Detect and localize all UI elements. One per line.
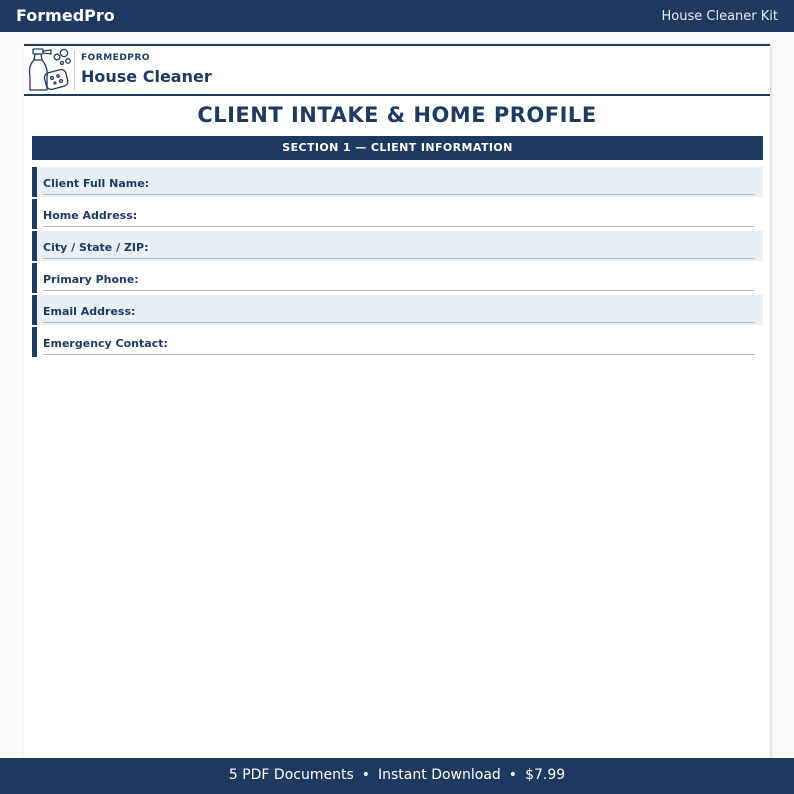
kit-label: House Cleaner Kit [661, 9, 778, 24]
field-primary-phone[interactable] [32, 263, 763, 293]
form-header [24, 46, 770, 96]
footer-bar [0, 758, 794, 794]
logo-divider [74, 50, 75, 90]
client-info-fields [32, 167, 763, 359]
field-input-line[interactable] [43, 194, 755, 195]
field-label: City / State / ZIP: [43, 241, 149, 254]
field-label: Primary Phone: [43, 273, 139, 286]
field-input-line[interactable] [43, 322, 755, 323]
footer-separator: • [361, 767, 371, 783]
top-bar [0, 0, 794, 32]
spray-bottle-sponge-icon [27, 47, 73, 93]
field-label: Home Address: [43, 209, 138, 222]
field-input-line[interactable] [43, 290, 755, 291]
field-input-line[interactable] [43, 258, 755, 259]
field-home-address[interactable] [32, 199, 763, 229]
form-title: CLIENT INTAKE & HOME PROFILE [197, 103, 597, 127]
section-header: SECTION 1 — CLIENT INFORMATION [32, 136, 763, 160]
form-sheet [24, 44, 770, 758]
org-name: FORMEDPRO [81, 53, 150, 63]
footer-documents: 5 PDF Documents [228, 767, 354, 783]
field-city-state-zip[interactable] [32, 231, 763, 261]
field-input-line[interactable] [43, 226, 755, 227]
field-label: Email Address: [43, 305, 136, 318]
footer-delivery: Instant Download [378, 767, 501, 783]
field-input-line[interactable] [43, 354, 755, 355]
field-email-address[interactable] [32, 295, 763, 325]
field-client-name[interactable] [32, 167, 763, 197]
field-label: Emergency Contact: [43, 337, 168, 350]
field-label: Client Full Name: [43, 177, 150, 190]
brand-name[interactable]: FormedPro [16, 6, 115, 25]
field-emergency-contact[interactable] [32, 327, 763, 357]
footer-price: $7.99 [525, 767, 566, 783]
trade-name: House Cleaner [81, 67, 212, 86]
footer-separator: • [508, 767, 518, 783]
